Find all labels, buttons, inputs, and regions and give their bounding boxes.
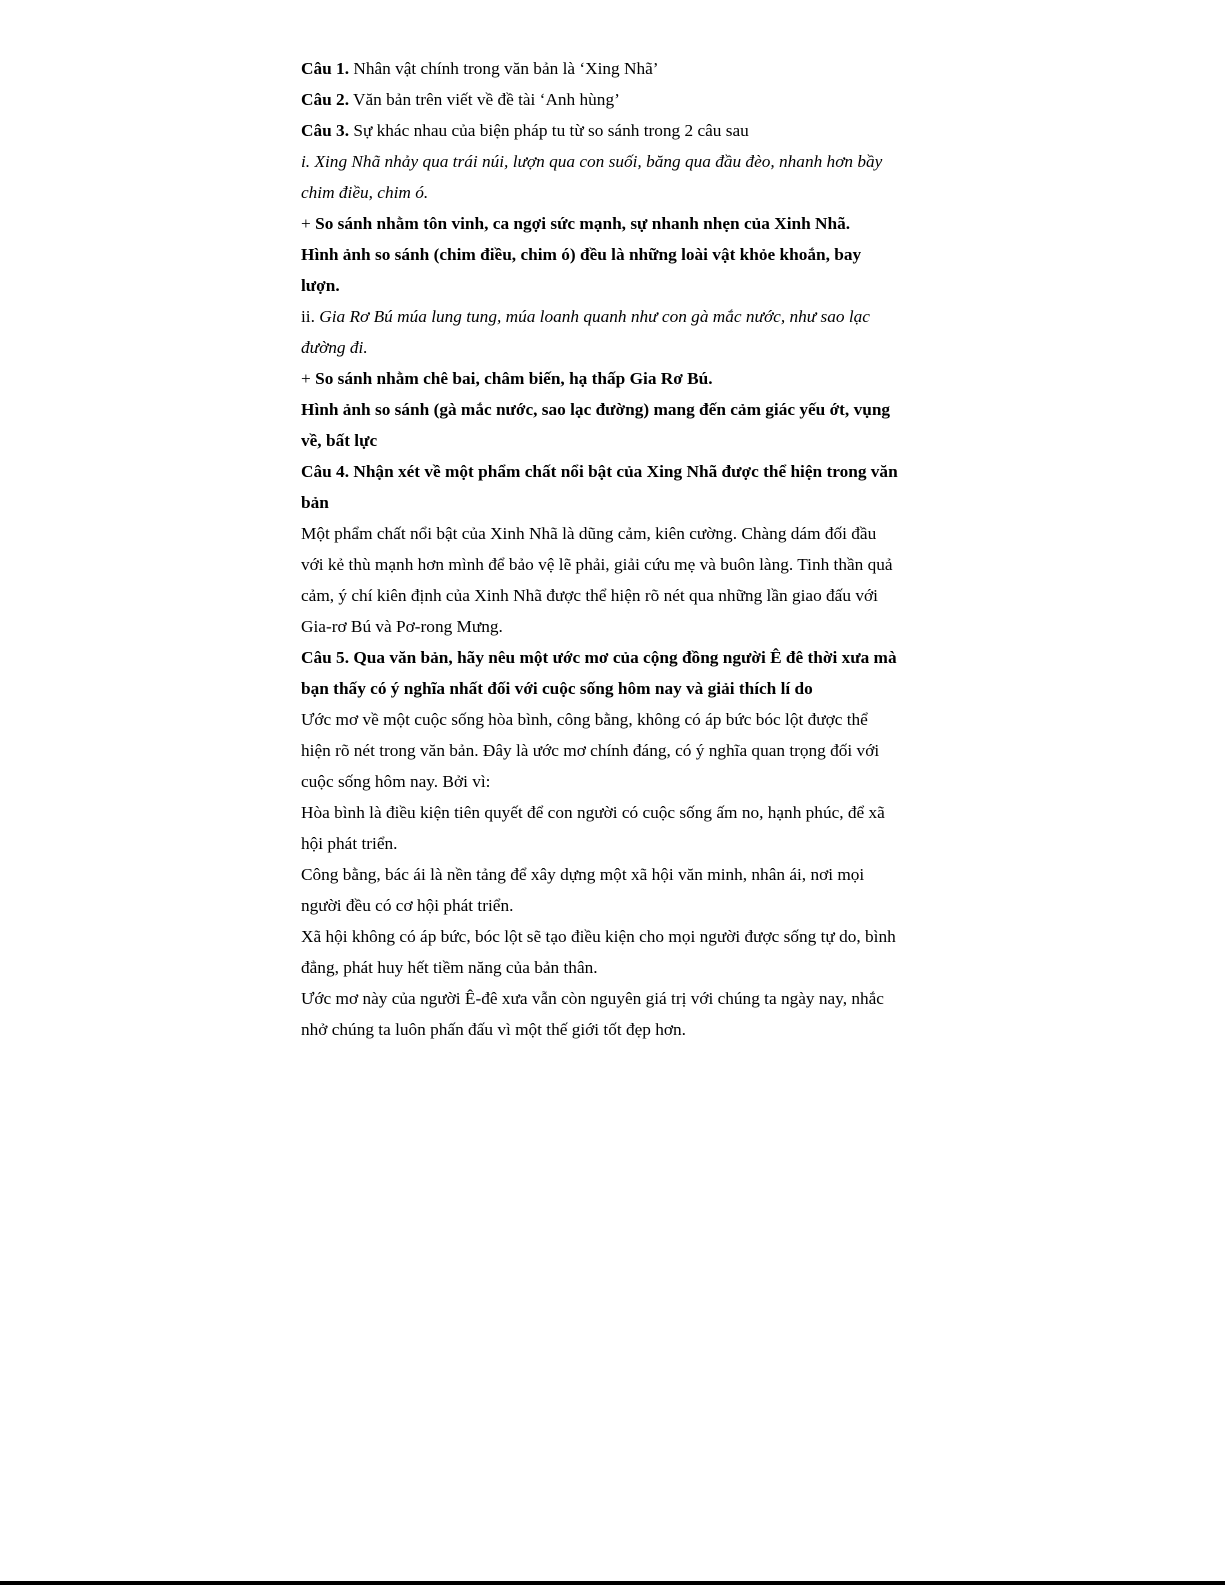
- question-5-answer-line-5: hội phát triển.: [301, 834, 398, 853]
- question-5-heading-line-1: Câu 5. Qua văn bản, hãy nêu một ước mơ của cộng đồng người Ê đê thời xưa mà: [301, 648, 897, 667]
- question-2-text: Văn bản trên viết về đề tài ‘Anh hùng’: [349, 90, 620, 109]
- question-5-answer-line-4: Hòa bình là điều kiện tiên quyết để con người có cuộc sống ấm no, hạnh phúc, để xã: [301, 803, 885, 822]
- example-2-line-2: đường đi.: [301, 338, 368, 357]
- analysis-1-text: So sánh nhằm tôn vinh, ca ngợi sức mạnh, sự nhanh nhẹn của Xinh Nhã.: [315, 214, 851, 233]
- question-4-answer-line-3: cảm, ý chí kiên định của Xinh Nhã được thể hiện rõ nét qua những lần giao đấu với: [301, 586, 878, 605]
- analysis-1-line-3: lượn.: [301, 276, 340, 295]
- question-5-answer-line-3: cuộc sống hôm nay. Bởi vì:: [301, 772, 491, 791]
- question-5-answer-line-10: Ước mơ này của người Ê-đê xưa vẫn còn nguyên giá trị với chúng ta ngày nay, nhắc: [301, 989, 884, 1008]
- question-4-heading-line-2: bản: [301, 493, 329, 512]
- question-5-answer-line-1: Ước mơ về một cuộc sống hòa bình, công bằng, không có áp bức bóc lột được thể: [301, 710, 868, 729]
- question-5-answer-line-7: người đều có cơ hội phát triển.: [301, 896, 514, 915]
- question-5-answer-line-2: hiện rõ nét trong văn bản. Đây là ước mơ chính đáng, có ý nghĩa quan trọng đối với: [301, 741, 880, 760]
- question-2-label: Câu 2.: [301, 90, 350, 109]
- question-4-answer-line-1: Một phẩm chất nổi bật của Xinh Nhã là dũng cảm, kiên cường. Chàng dám đối đầu: [301, 524, 877, 543]
- question-5-answer-line-11: nhở chúng ta luôn phấn đấu vì một thế giới tốt đẹp hơn.: [301, 1020, 686, 1039]
- analysis-1-line-1: [301, 208, 931, 239]
- question-5-answer-line-9: đẳng, phát huy hết tiềm năng của bản thân.: [301, 958, 598, 977]
- analysis-2-line-3: về, bất lực: [301, 431, 378, 450]
- page-bottom-border: [0, 1581, 1225, 1585]
- question-3-text: Sự khác nhau của biện pháp tu từ so sánh trong 2 câu sau: [349, 121, 749, 140]
- question-3-label: Câu 3.: [301, 121, 350, 140]
- analysis-2-plus: +: [301, 369, 316, 388]
- question-2: [301, 84, 931, 115]
- example-2-line-1: [301, 301, 931, 332]
- question-5-heading-line-2: bạn thấy có ý nghĩa nhất đối với cuộc sống hôm nay và giải thích lí do: [301, 679, 813, 698]
- analysis-1-line-2: Hình ảnh so sánh (chim điều, chim ó) đều là những loài vật khỏe khoắn, bay: [301, 245, 862, 264]
- analysis-2-text: So sánh nhằm chê bai, châm biến, hạ thấp Gia Rơ Bú.: [315, 369, 713, 388]
- question-3: [301, 115, 931, 146]
- question-5-answer-line-6: Công bằng, bác ái là nền tảng để xây dựng một xã hội văn minh, nhân ái, nơi mọi: [301, 865, 865, 884]
- example-1-line-1: i. Xing Nhã nhảy qua trái núi, lượn qua con suối, băng qua đầu đèo, nhanh hơn bầy: [301, 152, 883, 171]
- analysis-2-line-1: [301, 363, 931, 394]
- question-1-text: Nhân vật chính trong văn bản là ‘Xing Nhã’: [349, 59, 659, 78]
- question-1: [301, 53, 931, 84]
- example-2-prefix: ii.: [301, 307, 320, 326]
- question-4-heading-line-1: Câu 4. Nhận xét về một phẩm chất nổi bật của Xing Nhã được thể hiện trong văn: [301, 462, 898, 481]
- question-4-answer-line-4: Gia-rơ Bú và Pơ-rong Mưng.: [301, 617, 503, 636]
- analysis-1-plus: +: [301, 214, 316, 233]
- analysis-2-line-2: Hình ảnh so sánh (gà mắc nước, sao lạc đường) mang đến cảm giác yếu ớt, vụng: [301, 400, 891, 419]
- example-2-text: Gia Rơ Bú múa lung tung, múa loanh quanh như con gà mắc nước, như sao lạc: [319, 307, 870, 326]
- question-1-label: Câu 1.: [301, 59, 350, 78]
- question-5-answer-line-8: Xã hội không có áp bức, bóc lột sẽ tạo điều kiện cho mọi người được sống tự do, bình: [301, 927, 896, 946]
- question-4-answer-line-2: với kẻ thù mạnh hơn mình để bảo vệ lẽ phải, giải cứu mẹ và buôn làng. Tinh thần quả: [301, 555, 893, 574]
- document-page: [301, 53, 931, 1045]
- example-1-line-2: chim điều, chim ó.: [301, 183, 429, 202]
